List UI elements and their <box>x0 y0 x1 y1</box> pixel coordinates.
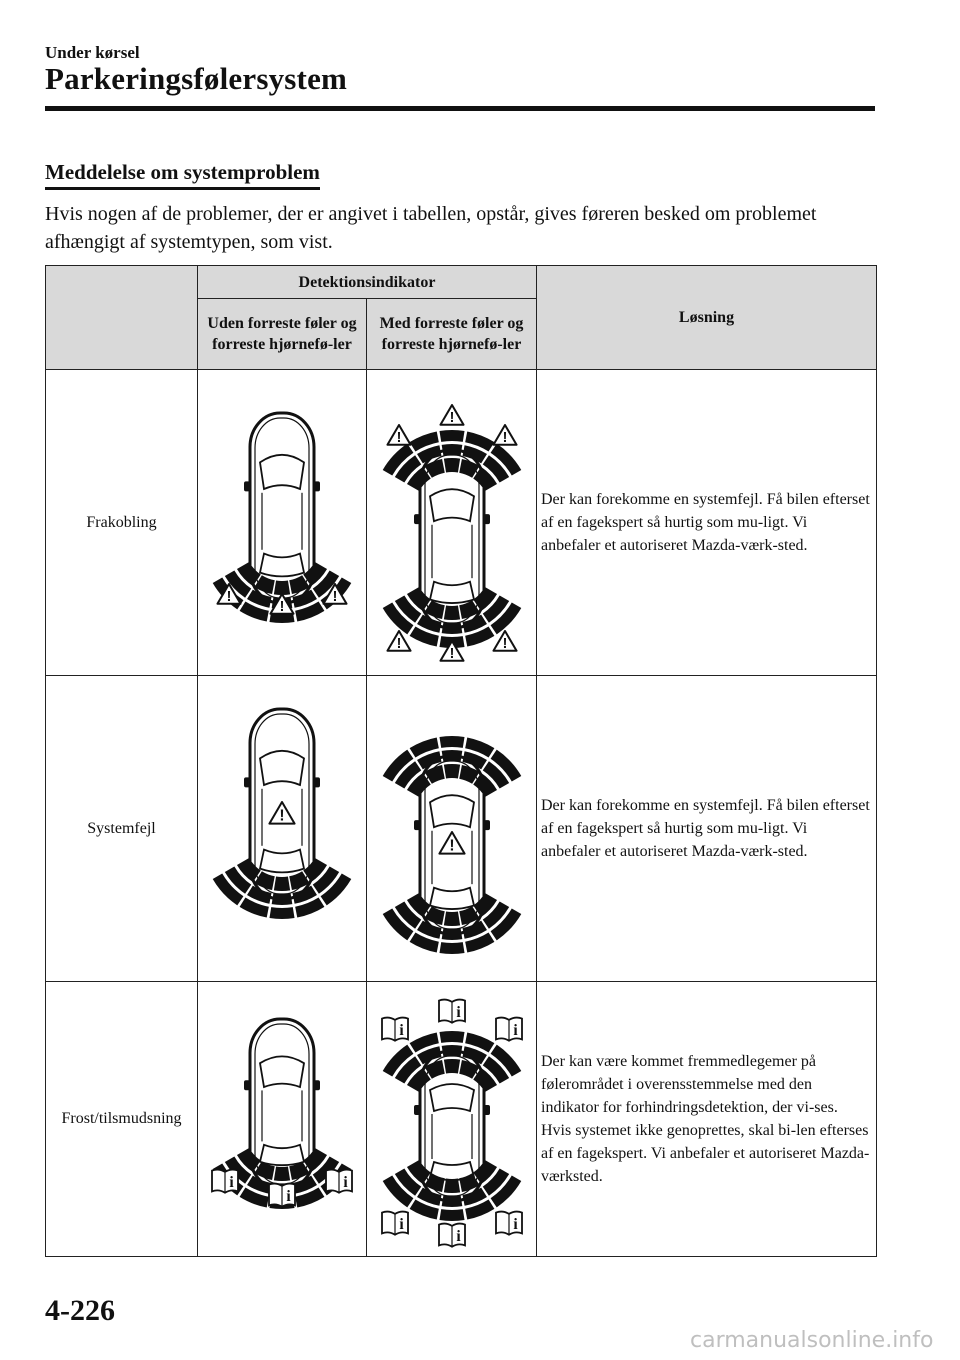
svg-text:i: i <box>455 1003 461 1021</box>
table-row <box>46 676 877 982</box>
car-rear-warning-icon <box>207 689 357 969</box>
condition-label: Systemfejl <box>46 676 198 982</box>
svg-text:!: ! <box>396 429 401 446</box>
header-solution: Løsning <box>537 266 877 370</box>
info-book-icon <box>496 1212 522 1235</box>
table-row <box>46 982 877 1257</box>
info-book-icon <box>326 1170 352 1193</box>
indicator-rear-only <box>198 676 367 982</box>
svg-text:!: ! <box>279 598 285 615</box>
warning-triangle-icon <box>387 425 410 446</box>
svg-text:i: i <box>398 1021 404 1039</box>
condition-label: Frost/tilsmudsning <box>46 982 198 1257</box>
watermark: carmanualsonline.info <box>690 1328 934 1353</box>
info-book-icon <box>439 1000 465 1023</box>
info-book-icon <box>439 1224 465 1247</box>
svg-text:i: i <box>398 1215 404 1233</box>
solution-text: Der kan forekomme en systemfejl. Få bilen efterset af en fagekspert så hurtig som mu-ligt. Vi anbefaler et autoriseret Mazda-værk-sted. <box>537 676 877 982</box>
svg-text:i: i <box>512 1021 518 1039</box>
solution-text: Der kan være kommet fremmedlegemer på følerområdet i overensstemmelse med den indikator for forhindringsdetektion, der vi-ses. Hvis systemet ikke genoprettes, skal bi-len efterses af en fagekspert. Vi anbefaler et autoriseret Mazda-værksted. <box>537 982 877 1257</box>
svg-text:i: i <box>286 1187 291 1205</box>
info-book-icon <box>382 1212 408 1235</box>
indicator-front-rear <box>367 982 537 1257</box>
header-detection-indicator: Detektionsindikator <box>198 266 537 299</box>
header-empty <box>46 266 198 370</box>
svg-text:!: ! <box>332 588 338 605</box>
info-book-icon <box>269 1184 295 1207</box>
svg-text:i: i <box>343 1173 348 1191</box>
car-front-rear-warning-icon <box>377 378 527 668</box>
svg-text:i: i <box>455 1227 461 1245</box>
chapter-label: Under kørsel <box>45 43 140 62</box>
svg-text:i: i <box>229 1173 234 1191</box>
svg-text:!: ! <box>449 409 454 426</box>
svg-text:i: i <box>512 1215 518 1233</box>
svg-text:!: ! <box>449 645 454 662</box>
info-book-icon <box>382 1018 408 1041</box>
svg-text:!: ! <box>396 635 401 652</box>
info-book-icon <box>496 1018 522 1041</box>
page-title: Parkeringsfølersystem <box>45 61 348 96</box>
solution-text: Der kan forekomme en systemfejl. Få bilen efterset af en fagekspert så hurtig som mu-ligt. Vi anbefaler et autoriseret Mazda-værk-sted. <box>537 370 877 676</box>
svg-text:!: ! <box>226 588 232 605</box>
car-rear-warning-icon <box>207 383 357 663</box>
header-with-front-sensor: Med forreste føler og forreste hjørnefø-ler <box>367 299 537 370</box>
indicator-front-rear <box>367 676 537 982</box>
indicator-front-rear <box>367 370 537 676</box>
problem-table <box>45 265 877 1257</box>
condition-label: Frakobling <box>46 370 198 676</box>
indicator-rear-only <box>198 982 367 1257</box>
svg-text:!: ! <box>279 807 285 825</box>
svg-text:!: ! <box>502 635 507 652</box>
indicator-rear-only <box>198 370 367 676</box>
header-without-front-sensor: Uden forreste føler og forreste hjørnefø-ler <box>198 299 367 370</box>
page-number: 4-226 <box>45 1294 115 1327</box>
warning-triangle-icon <box>440 405 463 426</box>
car-front-rear-info-icon <box>377 989 527 1249</box>
table-row <box>46 370 877 676</box>
warning-triangle-icon <box>493 425 516 446</box>
intro-paragraph: Hvis nogen af de problemer, der er angivet i tabellen, opstår, gives føreren besked om problemet afhængigt af systemtypen, som vist. <box>45 203 817 253</box>
svg-text:!: ! <box>448 837 455 855</box>
section-heading: Meddelelse om systemproblem <box>45 158 320 190</box>
car-front-rear-warning-icon <box>377 684 527 974</box>
svg-text:!: ! <box>502 429 507 446</box>
info-book-icon <box>212 1170 238 1193</box>
car-rear-info-icon <box>207 999 357 1239</box>
title-rule <box>45 106 875 111</box>
